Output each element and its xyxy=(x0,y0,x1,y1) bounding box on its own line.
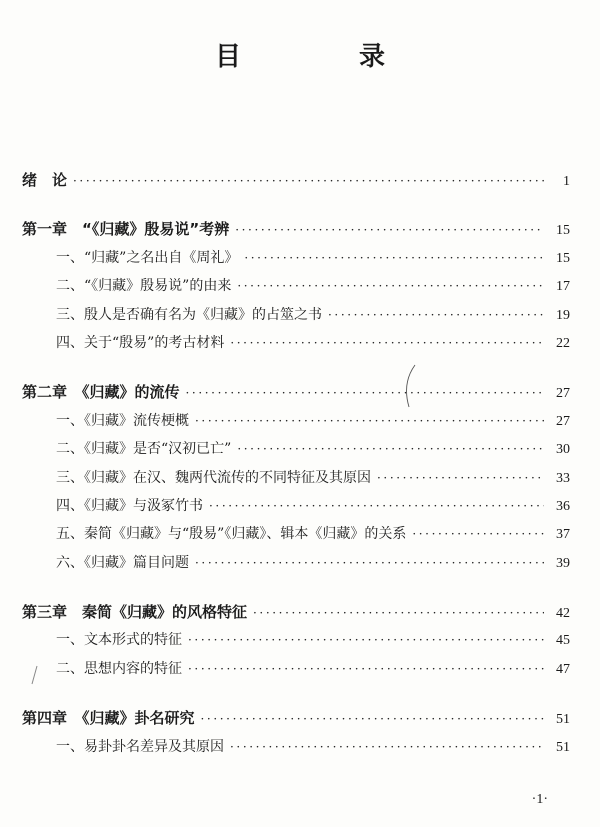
toc-entry-page: 42 xyxy=(556,606,570,622)
toc-entry-page: 37 xyxy=(556,527,570,543)
dot-leader xyxy=(377,464,544,492)
dot-leader xyxy=(237,435,544,463)
dot-leader xyxy=(201,705,544,733)
dot-leader xyxy=(230,733,544,761)
dot-leader xyxy=(253,599,544,627)
toc-entry-page: 19 xyxy=(556,307,570,323)
toc-entry-page: 33 xyxy=(556,470,570,486)
dot-leader xyxy=(235,216,544,244)
toc-entry-page: 51 xyxy=(556,739,570,755)
toc-entry-label: 一、“归藏”之名出自《周礼》 xyxy=(56,249,239,266)
toc-entry-section[interactable] xyxy=(22,464,570,492)
dot-leader xyxy=(230,329,544,357)
toc-entry-page: 15 xyxy=(556,223,570,239)
toc-entry-label: 绪 论 xyxy=(22,171,68,189)
toc-entry-section[interactable] xyxy=(22,549,570,577)
toc-entry-chapter-1[interactable] xyxy=(22,215,570,243)
dot-leader xyxy=(188,655,544,683)
toc-entry-page: 27 xyxy=(556,413,570,429)
dot-leader xyxy=(73,167,544,195)
toc-entry-section[interactable] xyxy=(22,407,570,435)
toc-entry-label: 一、《归藏》流传梗概 xyxy=(56,412,189,429)
toc-entry-page: 22 xyxy=(556,335,570,351)
pencil-mark-icon xyxy=(403,364,417,408)
toc-entry-section[interactable] xyxy=(22,329,570,357)
toc-entry-section[interactable] xyxy=(22,520,570,548)
dot-leader xyxy=(195,407,544,435)
dot-leader xyxy=(328,301,544,329)
table-of-contents xyxy=(22,166,570,761)
toc-entry-page: 17 xyxy=(556,279,570,295)
toc-entry-page: 36 xyxy=(556,498,570,514)
toc-entry-label: 六、《归藏》篇目问题 xyxy=(56,554,189,571)
toc-entry-label: 四、关于“殷易”的考古材料 xyxy=(56,334,225,351)
toc-entry-label: 四、《归藏》与汲冢竹书 xyxy=(56,497,203,514)
toc-entry-label: 三、《归藏》在汉、魏两代流传的不同特征及其原因 xyxy=(56,469,371,486)
toc-entry-label: 第一章 “《归藏》殷易说”考辨 xyxy=(22,220,230,239)
toc-entry-label: 一、文本形式的特征 xyxy=(56,632,182,649)
toc-entry-section[interactable] xyxy=(22,626,570,654)
toc-entry-introduction[interactable] xyxy=(22,166,570,194)
dot-leader xyxy=(195,549,544,577)
dot-leader xyxy=(188,626,544,654)
toc-entry-section[interactable] xyxy=(22,272,570,300)
toc-entry-label: 第二章 《归藏》的流传 xyxy=(22,383,180,402)
dot-leader xyxy=(412,520,544,548)
toc-entry-section[interactable] xyxy=(22,244,570,272)
toc-entry-page: 47 xyxy=(556,661,570,677)
page-number: ·1· xyxy=(531,792,548,807)
toc-entry-label: 三、殷人是否确有名为《归藏》的占筮之书 xyxy=(56,306,322,323)
toc-entry-page: 1 xyxy=(563,174,570,189)
toc-entry-page: 51 xyxy=(556,712,570,728)
toc-entry-label: 二、思想内容的特征 xyxy=(56,660,182,677)
toc-entry-section[interactable] xyxy=(22,733,570,761)
toc-entry-chapter-2[interactable] xyxy=(22,378,570,406)
toc-entry-label: 二、《归藏》是否“汉初已亡” xyxy=(56,441,232,458)
dot-leader xyxy=(186,379,544,407)
toc-entry-section[interactable] xyxy=(22,435,570,463)
toc-entry-label: 五、秦简《归藏》与“殷易”《归藏》、辑本《归藏》的关系 xyxy=(56,526,407,543)
toc-entry-section[interactable] xyxy=(22,655,570,683)
toc-entry-page: 39 xyxy=(556,555,570,571)
toc-entry-label: 第三章 秦简《归藏》的风格特征 xyxy=(22,603,248,622)
toc-entry-page: 15 xyxy=(556,250,570,266)
page-title: 目 录 xyxy=(214,42,431,72)
toc-entry-chapter-4[interactable] xyxy=(22,704,570,732)
toc-entry-chapter-3[interactable] xyxy=(22,598,570,626)
toc-entry-section[interactable] xyxy=(22,301,570,329)
toc-entry-page: 30 xyxy=(556,442,570,458)
toc-entry-page: 27 xyxy=(556,386,570,402)
toc-entry-label: 第四章 《归藏》卦名研究 xyxy=(22,709,195,728)
dot-leader xyxy=(237,272,544,300)
pencil-tick-icon xyxy=(28,664,40,686)
dot-leader xyxy=(244,244,544,272)
dot-leader xyxy=(209,492,544,520)
toc-entry-page: 45 xyxy=(556,633,570,649)
toc-entry-section[interactable] xyxy=(22,492,570,520)
toc-entry-label: 一、易卦卦名差异及其原因 xyxy=(56,738,224,755)
toc-entry-label: 二、“《归藏》殷易说”的由来 xyxy=(56,278,232,295)
